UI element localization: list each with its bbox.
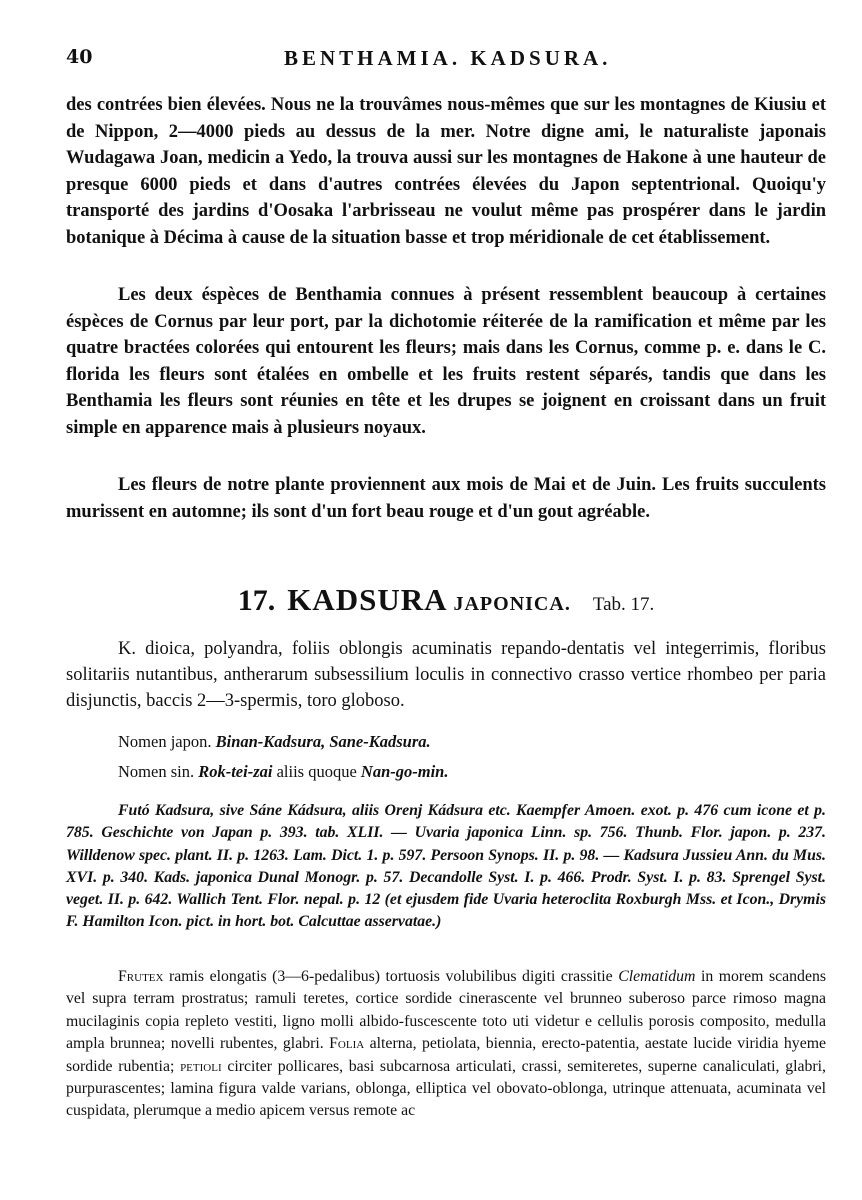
synonymy-text: Futó Kadsura, sive Sáne Kádsura, aliis Orenj Kádsura etc. Kaempfer Amoen. exot. p. 476 cum icone et p. 785. Geschichte von Japan p. 393. tab. XLII. — Uvaria japonica Linn. sp. 756. Thunb. Flor. japon. p. 237. Willdenow spec. plant. II. p. 1263. Lam. Dict. 1. p. 597. Persoon Synops. II. p. 98. — Kadsura Jussieu Ann. du Mus. XVI. p. 340. Kads. japonica Dunal Monogr. p. 57. Decandolle Syst. I. p. 466. Prodr. Syst. I. p. 83. Sprengel Syst. veget. II. p. 642. Wallich Tent. Flor. nepal. p. 12 (et ejusdem fide Uvaria heteroclita Roxburgh Mss. et Icon., Drymis F. Hamilton Icon. pict. in hort. bot. Calcuttae asservatae.) [66,802,826,931]
nomen-name: Nan-go-min. [360,762,449,781]
nomen-connector: aliis quoque [276,762,357,781]
nomen-label: Nomen sin. [118,762,195,781]
paragraph-text: Les fleurs de notre plante proviennent aux mois de Mai et de Juin. Les fruits succulents murissent en automne; ils sont d'un fort beau rouge et d'un gout agréable. [66,475,826,522]
nomen-sinicum [118,762,448,782]
description-part: circiter pollicares, basi subcarnosa articulati, crassi, semiteretes, superne canaliculati, glabri, purpurascentes; lamina figura valde varians, oblonga, elliptica vel obovato-oblonga, utrinque attenuata, acuminata vel cuspidata, plerumque a medio apicem versus remote ac [66,1057,826,1120]
paragraph-text: des contrées bien élevées. Nous ne la trouvâmes nous-mêmes que sur les montagnes de Kiusiu et de Nippon, 2—4000 pieds au dessus de la mer. Notre digne ami, le naturaliste japonais Wudagawa Joan, medicin a Yedo, la trouva aussi sur les montagnes de Hakone à une hauteur de presque 6000 pieds et dans d'autres contrées élevées du Japon septentrional. Quoiqu'y transporté des jardins d'Oosaka l'arbrisseau ne voulut même pas prospérer dans le jardin botanique à Décima à cause de la situation basse et trop méridionale de cet établissement. [66,95,826,248]
species-genus: KADSURA [287,582,448,617]
description-part: ramis elongatis (3—6-pedalibus) tortuosis volubilibus digiti crassitie [168,968,613,985]
diagnosis-text: K. dioica, polyandra, foliis oblongis acuminatis repando-dentatis vel integerrimis, floribus solitariis nutantibus, antherarum subsessilium loculis in connectivo crasso vertice rhombeo per paria disjunctis, baccis 2—3-spermis, toro globoso. [66,639,826,711]
page-number: 40 [66,46,93,68]
term-folia: Folia [329,1035,365,1053]
description-part: alterna, petiolata, biennia, erecto-patentia, aestate lucide viridia hyeme sordide rubentia; [66,1035,827,1075]
term-clematidum: Clematidum [618,968,696,985]
description-part: in morem scandens vel supra terram prostratus; ramuli teretes, cortice sordide cinerascente vel brunneo suberoso parce rimoso magna mucilaginis copia repleto vestiti, ligno molli albido-fuscescente toto uti videtur e cellulis porosis composito, medulla ampla brunnea; novelli rubentes, glabri. [66,968,827,1053]
plate-reference: Tab. 17. [592,594,655,615]
description [66,966,826,1123]
paragraph-flowering [66,472,826,525]
nomen-label: Nomen japon. [118,732,212,751]
nomen-name: Rok-tei-zai [198,762,273,781]
nomen-japonicum [118,732,431,752]
page-header [66,46,822,76]
term-frutex: Frutex [118,968,164,985]
term-petioli: petioli [180,1057,222,1075]
paragraph-habitat [66,92,826,251]
running-title: BENTHAMIA. KADSURA. [284,46,612,70]
species-epithet: JAPONICA. [453,593,571,615]
nomen-names: Binan-Kadsura, Sane-Kadsura. [215,732,431,751]
synonymy [66,800,826,934]
description-text [66,966,826,1123]
diagnosis [66,636,826,714]
paragraph-comparison [66,282,826,441]
paragraph-text: Les deux éspèces de Benthamia connues à présent ressemblent beaucoup à certaines éspèces de Cornus par leur port, par la dichotomie réiterée de la ramification et même par les quatre bractées colorées qui entourent les fleurs; mais dans les Cornus, comme p. e. dans le C. florida les fleurs sont étalées en ombelle et les fruits restent séparés, tandis que dans les Benthamia les fleurs sont réunies en tête et les drupes se joignent en croissant dans un fruit simple en apparence mais à plusieurs noyaux. [66,285,826,438]
species-heading [66,582,826,618]
species-number: 17. [237,584,276,617]
